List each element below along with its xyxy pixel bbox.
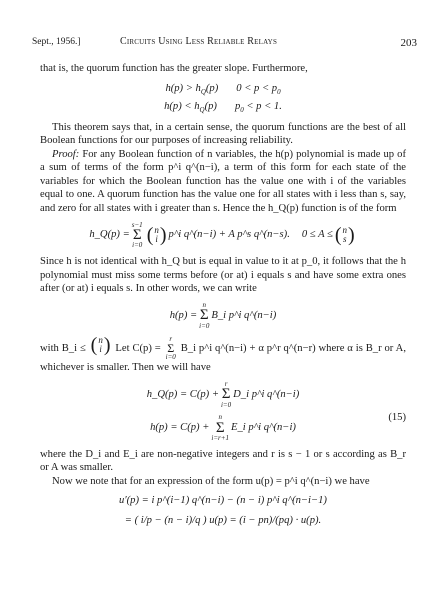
summation-symbol: r Σ i=0 xyxy=(220,379,232,409)
derivative-line-2: = ( i/p − (n − i)/q ) u(p) = (i − pn)/(pq) · u(p). xyxy=(124,514,322,526)
binomial: ( n s ) xyxy=(334,224,355,247)
proof-label: Proof: xyxy=(52,148,80,160)
paragraph-1: that is, the quorum function has the greater slope. Furthermore, xyxy=(40,63,308,74)
inequality-2: $h(p) < h_Q(p)$ $p_0 < p < 1$. xyxy=(164,100,282,114)
equation-15b: h(p) = C(p) + n Σ i=r+1 E_i p^i q^(n−i) xyxy=(150,413,296,443)
binomial: ( n i ) xyxy=(146,224,167,247)
paragraph-5: with B_i ≤ ( n i ) Let C(p) = r Σ i=0 B_i p^i q^(n−i) + α p^r q^(n−r) where α is B_r or A, whichever is smaller. Then we will have xyxy=(40,334,406,374)
page-number: 203 xyxy=(400,37,417,49)
paragraph-7: Now we note that for an expression of the form u(p) = p^i q^(n−i) we have xyxy=(52,475,370,487)
summation-symbol: s−1 Σ i=0 xyxy=(131,220,143,250)
derivative-line-1: u′(p) = i p^(i−1) q^(n−i) − (n − i) p^i q^(n−i−1) xyxy=(119,495,327,507)
equation-15 xyxy=(40,381,406,442)
header-title: Circuits Using Less Reliable Relays xyxy=(120,36,278,47)
paragraph-4: Since h is not identical with h_Q but is equal in value to it at p_0, it follows that the h polynomial must miss some terms before (or at) i equals s and have some extra ones after (or at) i equals s. In other words, we can write xyxy=(40,256,406,295)
inequality-block xyxy=(40,82,406,115)
summation-symbol: r Σ i=0 xyxy=(165,335,176,362)
summation-symbol: n Σ i=0 xyxy=(199,300,210,330)
binomial: ( n i ) xyxy=(90,334,111,357)
equation-h: h(p) = n Σ i=0 B_i p^i q^(n−i) xyxy=(169,300,277,330)
paragraph-2: This theorem says that, in a certain sense, the quorum functions are the best of all Boolean functions for our purposes of increasing reliability. xyxy=(40,121,406,147)
page-body xyxy=(40,62,406,533)
equation-hq: h_Q(p) = s−1 Σ i=0 ( n i ) p^i q^(n−i) + A p^s q^(n−s). 0 ≤ A ≤ ( n s ) xyxy=(89,220,355,250)
running-header xyxy=(32,36,417,50)
header-date: Sept., 1956.] xyxy=(32,37,81,47)
inequality-1: $h(p) > h_Q(p)$ $0 < p < p_0$ xyxy=(165,82,281,96)
paragraph-6: where the D_i and E_i are non-negative integers and r is s − 1 or s according as B_r or A was smaller. xyxy=(40,448,406,474)
equation-number: (15) xyxy=(388,411,406,423)
paragraph-3: Proof: For any Boolean function of n variables, the h(p) polynomial is made up of a sum of terms of the form p^i q^(n−i), a term of this form for each state of the variables for which the Boolean function has the value one with i of the variables equal to one. A quorum function has the value one for all states with i less than s, say, and zero for all states with i greater than s. Hence the h_Q(p) function is of the form xyxy=(40,148,406,214)
equation-15a: h_Q(p) = C(p) + r Σ i=0 D_i p^i q^(n−i) xyxy=(146,379,300,409)
summation-symbol: n Σ i=r+1 xyxy=(211,413,229,443)
